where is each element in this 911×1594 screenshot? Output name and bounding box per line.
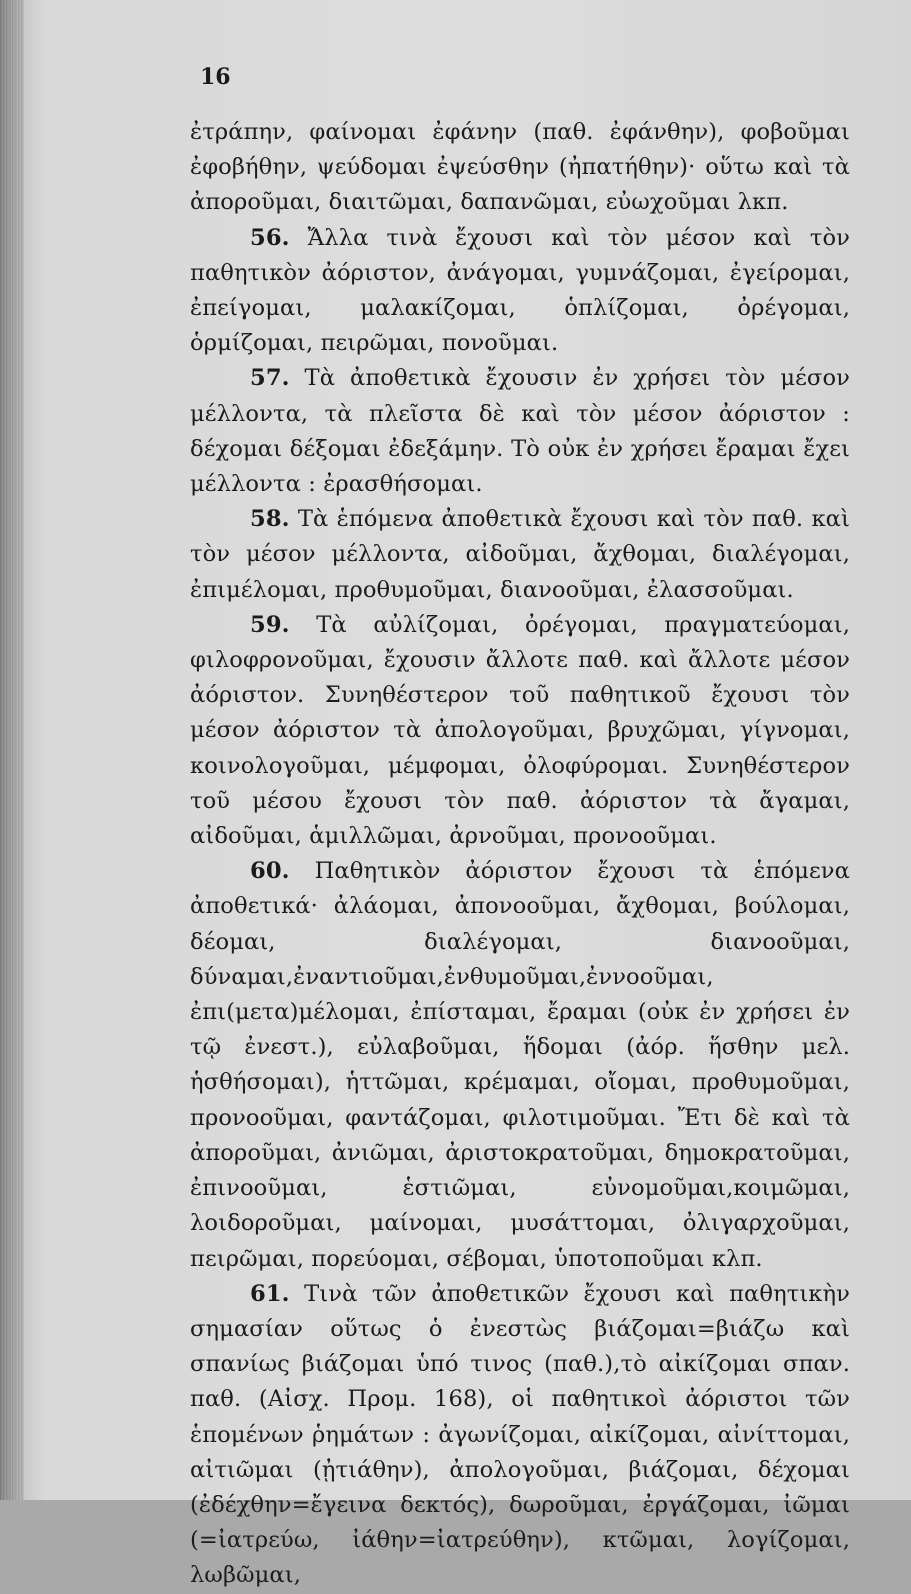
paragraph-59 — [190, 608, 850, 854]
page-number: 16 — [200, 64, 231, 90]
section-number: 58. — [250, 506, 290, 533]
section-number: 57. — [250, 365, 290, 392]
paragraph-text: ἐτράπην, φαίνομαι ἐφάνην (παθ. ἐφάνθην), φοβοῦμαι ἐφοβήθην, ψεύδομαι ἐψεύσθην (ἠπατήθην)· οὕτω καὶ τὰ ἀποροῦμαι, διαιτῶμαι, δαπανῶμαι, εὐωχοῦμαι λκπ. — [190, 119, 850, 216]
paragraph-text: Ἄλλα τινὰ ἔχουσι καὶ τὸν μέσον καὶ τὸν παθητικὸν ἀόριστον, ἀνάγομαι, γυμνάζομαι, ἐγείρομαι, ἐπείγομαι, μαλακίζομαι, ὁπλίζομαι, ὀρέγομαι, ὁρμίζομαι, πειρῶμαι, πονοῦμαι. — [190, 224, 850, 357]
page-binding-edge — [0, 0, 24, 1500]
paragraph-57 — [190, 361, 850, 502]
section-number: 61. — [250, 1280, 290, 1307]
paragraph-61 — [190, 1277, 850, 1594]
paragraph-text: Τὰ ἀποθετικὰ ἔχουσιν ἐν χρήσει τὸν μέσον μέλλοντα, τὰ πλεῖστα δὲ καὶ τὸν μέσον ἀόριστον : δέχομαι δέξομαι ἐδεξάμην. Τὸ οὐκ ἐν χρήσει ἔραμαι ἔχει μέλλοντα : ἐρασθήσομαι. — [190, 365, 850, 498]
page-body-text — [190, 115, 850, 1594]
paragraph-text: Παθητικὸν ἀόριστον ἔχουσι τὰ ἑπόμενα ἀποθετικά· ἀλάομαι, ἀπονοοῦμαι, ἄχθομαι, βούλομαι, δέομαι, διαλέγομαι, διανοοῦμαι, δύναμαι,ἐναντιοῦμαι,ἐνθυμοῦμαι,ἐννοοῦμαι, ἐπι(μετα)μέλομαι, ἐπίσταμαι, ἔραμαι (οὐκ ἐν χρήσει ἐν τῷ ἐνεστ.), εὐλαβοῦμαι, ἥδομαι (ἀόρ. ἥσθην μελ. ἡσθήσομαι), ἡττῶμαι, κρέμαμαι, οἴομαι, προθυμοῦμαι, προνοοῦμαι, φαντάζομαι, φιλοτιμοῦμαι. Ἔτι δὲ καὶ τὰ ἀποροῦμαι, ἀνιῶμαι, ἀριστοκρατοῦμαι, δημοκρατοῦμαι, ἐπινοοῦμαι, ἑστιῶμαι, εὐνομοῦμαι,κοιμῶμαι, λοιδοροῦμαι, μαίνομαι, μυσάττομαι, ὀλιγαρχοῦμαι, πειρῶμαι, πορεύομαι, σέβομαι, ὑποτοποῦμαι κλπ. — [190, 858, 850, 1272]
section-number: 56. — [250, 224, 290, 251]
paragraph-58 — [190, 502, 850, 608]
section-number: 60. — [250, 858, 290, 885]
paragraph-text: Τινὰ τῶν ἀποθετικῶν ἔχουσι καὶ παθητικὴν σημασίαν οὕτως ὁ ἐνεστὼς βιάζομαι=βιάζω καὶ σπανίως βιάζομαι ὑπό τινος (παθ.),τὸ αἰκίζομαι σπαν. παθ. (Αἰσχ. Προμ. 168), οἱ παθητικοὶ ἀόριστοι τῶν ἑπομένων ῥημάτων : ἀγωνίζομαι, αἰκίζομαι, αἰνίττομαι, αἰτιῶμαι (ᾐτιάθην), ἀπολογοῦμαι, βιάζομαι, δέχομαι (ἐδέχθην=ἔγεινα δεκτός), δωροῦμαι, ἐργάζομαι, ἰῶμαι (=ἰατρεύω, ἰάθην=ἰατρεύθην), κτῶμαι, λογίζομαι, λωβῶμαι, — [190, 1280, 850, 1589]
paragraph-text: Τὰ ἑπόμενα ἀποθετικὰ ἔχουσι καὶ τὸν παθ. καὶ τὸν μέσον μέλλοντα, αἰδοῦμαι, ἄχθομαι, διαλέγομαι, ἐπιμέλομαι, προθυμοῦμαι, διανοοῦμαι, ἐλασσοῦμαι. — [190, 506, 850, 603]
section-number: 59. — [250, 611, 290, 638]
paragraph-60 — [190, 854, 850, 1276]
paragraph-text: Τὰ αὐλίζομαι, ὀρέγομαι, πραγματεύομαι, φιλοφρονοῦμαι, ἔχουσιν ἄλλοτε παθ. καὶ ἄλλοτε μέσον ἀόριστον. Συνηθέστερον τοῦ παθητικοῦ ἔχουσι τὸν μέσον ἀόριστον τὰ ἀπολογοῦμαι, βρυχῶμαι, γίγνομαι, κοινολογοῦμαι, μέμφομαι, ὀλοφύρομαι. Συνηθέστερον τοῦ μέσου ἔχουσι τὸν παθ. ἀόριστον τὰ ἄγαμαι, αἰδοῦμαι, ἁμιλλῶμαι, ἀρνοῦμαι, προνοοῦμαι. — [190, 611, 850, 850]
paragraph-56 — [190, 221, 850, 362]
paragraph-continuation — [190, 115, 850, 221]
